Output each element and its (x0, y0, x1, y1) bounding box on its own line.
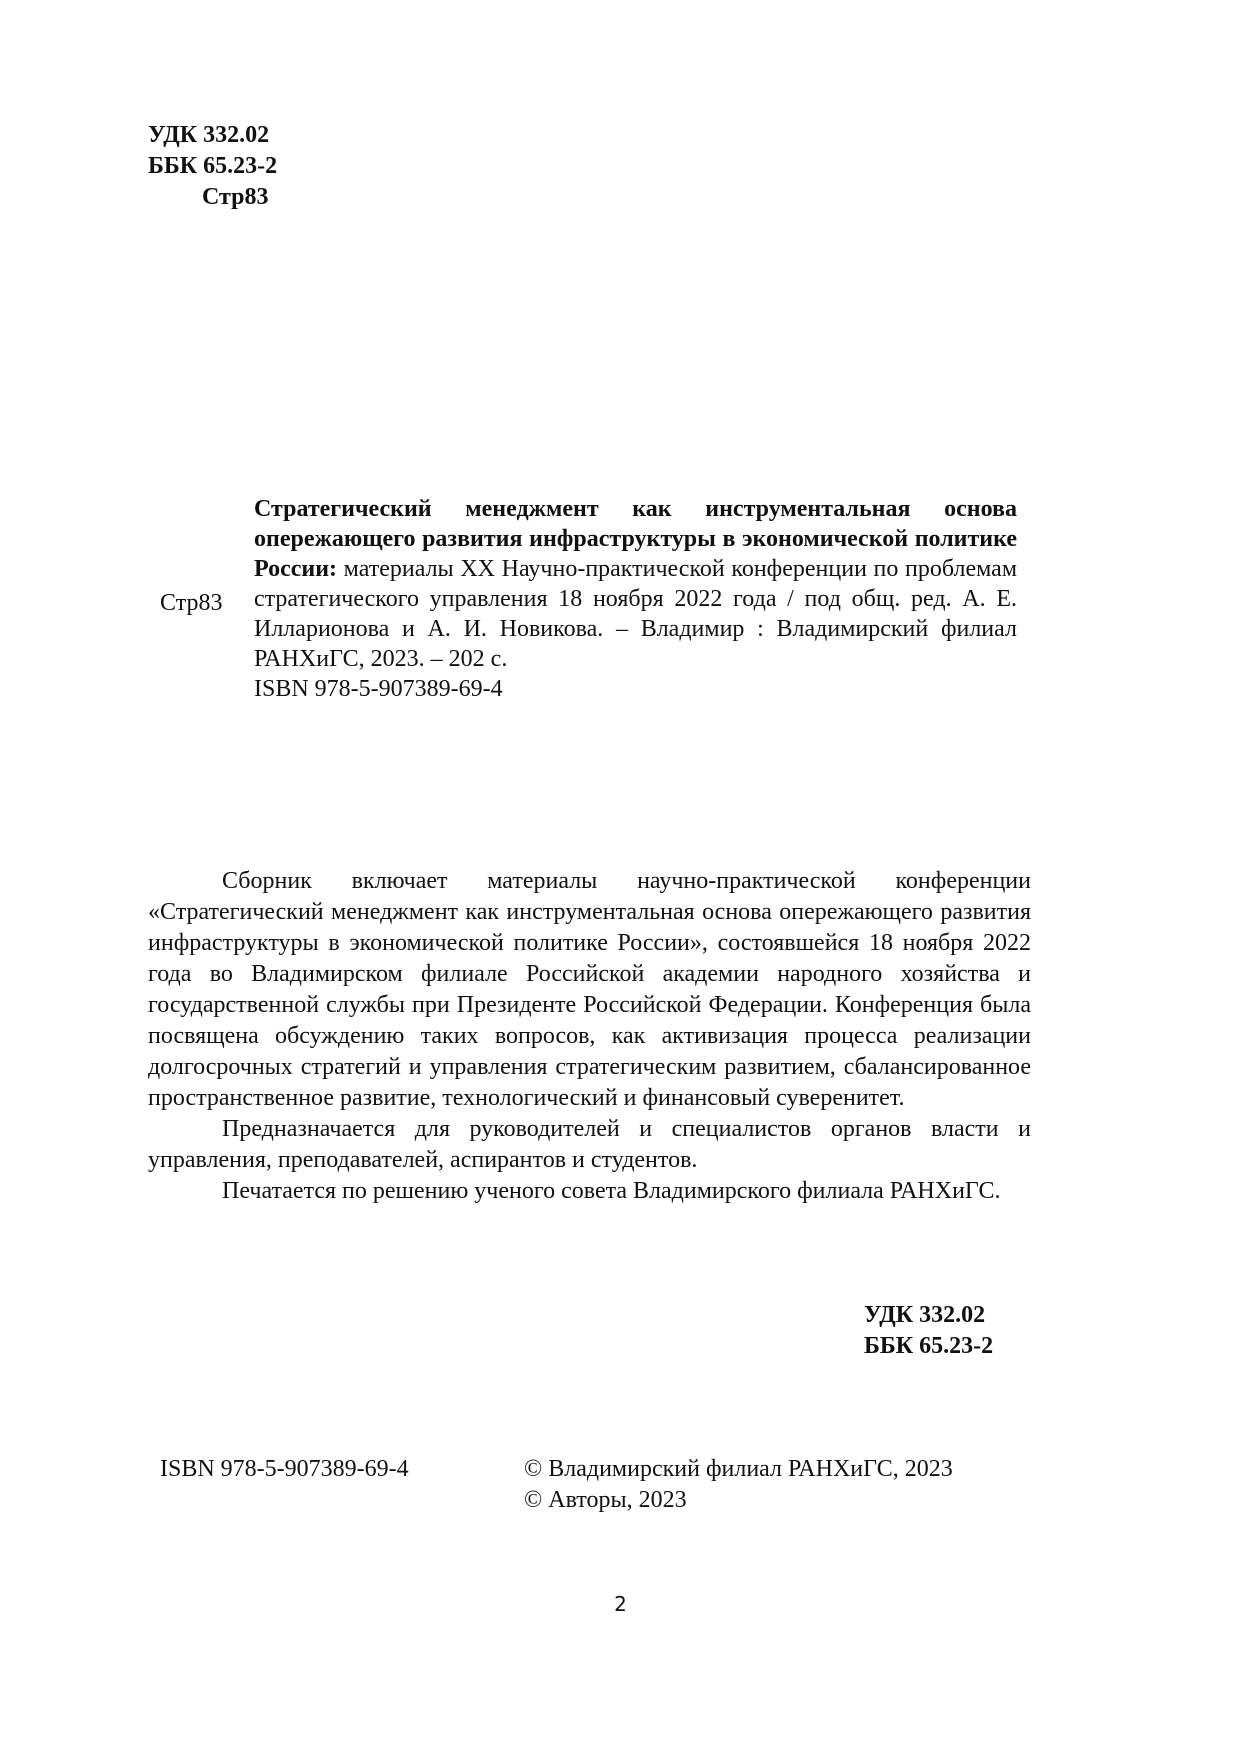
page-number: 2 (614, 1592, 627, 1616)
annotation-paragraph-2: Предназначается для руководителей и специалистов органов власти и управления, преподавателей, аспирантов и студентов. (148, 1116, 1031, 1173)
bottom-udk-code: УДК 332.02 (864, 1302, 986, 1328)
copyright-line-publisher: © Владимирский филиал РАНХиГС, 2023 (524, 1456, 953, 1482)
record-isbn: ISBN 978-5-907389-69-4 (254, 676, 503, 702)
record-description: материалы XX Научно-практической конференции по проблемам стратегического управления 18 ноября 2022 года / под общ. ред. А. Е. Илларионова и А. И. Новикова. – Владимир : Владимирский филиал РАНХиГС, 2023. – 202 с. (254, 556, 1018, 672)
annotation (148, 866, 1031, 1207)
record-body (254, 494, 1017, 674)
bottom-classification-codes (864, 1300, 993, 1362)
copyright-line-authors: © Авторы, 2023 (524, 1487, 687, 1513)
bbk-code: ББК 65.23-2 (148, 153, 278, 179)
top-classification-codes (148, 120, 277, 213)
author-mark-code: Стр83 (202, 184, 269, 210)
copyright-block (524, 1454, 953, 1516)
record-title: Стратегический менеджмент как инструментальная основа опережающего развития инфраструктуры в экономической политике России: (254, 496, 1017, 582)
udk-code: УДК 332.02 (148, 122, 270, 148)
footer-isbn: ISBN 978-5-907389-69-4 (160, 1456, 409, 1482)
annotation-paragraph-3: Печатается по решению ученого совета Владимирского филиала РАНХиГС. (222, 1178, 1001, 1204)
bottom-bbk-code: ББК 65.23-2 (864, 1333, 994, 1359)
bibliographic-record (254, 494, 1017, 704)
annotation-paragraph-1: Сборник включает материалы научно-практической конференции «Стратегический менеджмент как инструментальная основа опережающего развития инфраструктуры в экономической политике России», состоявшейся 18 ноября 2022 года во Владимирском филиале Российской академии народного хозяйства и государственной службы при Президенте Российской Федерации. Конференция была посвящена обсуждению таких вопросов, как активизация процесса реализации долгосрочных стратегий и управления стратегическим развитием, сбалансированное пространственное развитие, технологический и финансовый суверенитет. (148, 868, 1031, 1111)
record-author-mark: Стр83 (160, 590, 223, 616)
